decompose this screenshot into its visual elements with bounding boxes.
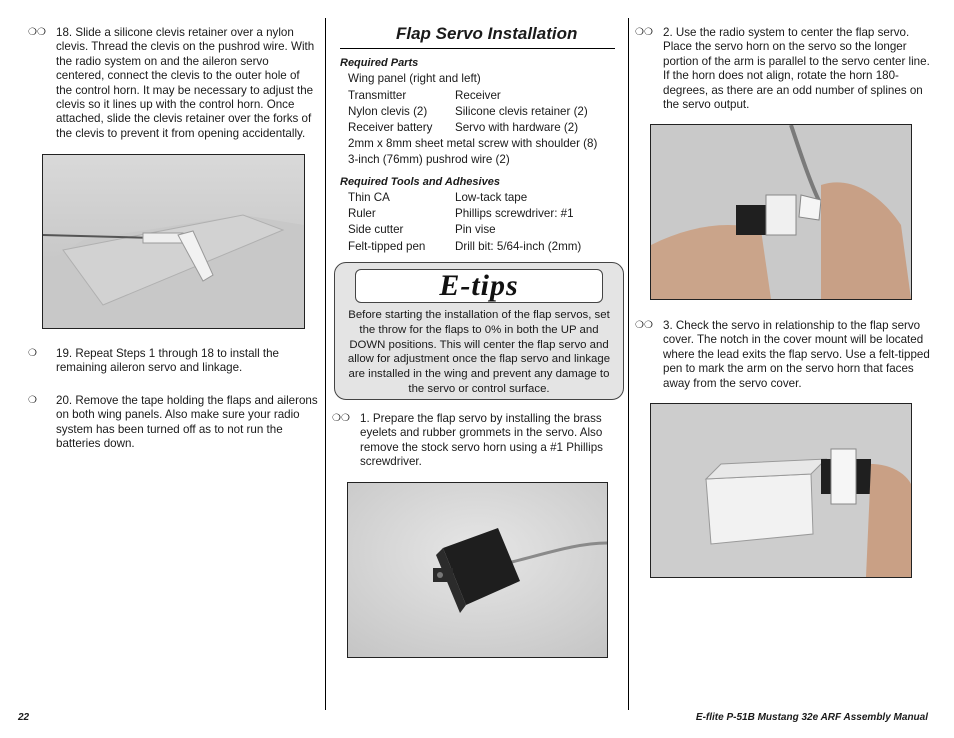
step-20-text: 20. Remove the tape holding the flaps and ailerons on both wing panels. Also make sure your radio system has been turned off as to not run the batteries down.: [56, 394, 318, 451]
photo-servo-horn-centering: [650, 124, 912, 300]
checkbox-icon: ❍: [28, 348, 37, 359]
step-1-text: 1. Prepare the flap servo by installing the brass eyelets and rubber grommets in the servo. Also remove the stock servo horn using a #1 Phillips screwdriver.: [360, 412, 603, 469]
part-item: Wing panel (right and left): [348, 72, 481, 85]
column-divider-right: [628, 18, 629, 710]
step-2-text: 2. Use the radio system to center the flap servo. Place the servo horn on the servo so the longer portion of the arm is parallel to the servo center line. If the horn does not align, rotate the horn 180-degrees, as there are an odd number of splines on the servo output.: [663, 26, 930, 112]
tool-item: Ruler: [348, 207, 376, 220]
required-tools-heading: Required Tools and Adhesives: [340, 176, 500, 188]
tool-item: Felt-tipped pen: [348, 240, 426, 253]
title-underline: [340, 48, 615, 49]
checkbox-icon: ❍: [28, 395, 37, 406]
etips-box: [334, 262, 624, 400]
tool-item: Low-tack tape: [455, 191, 528, 204]
checkbox-icon: ❍❍: [332, 413, 350, 424]
part-item: Receiver battery: [348, 121, 433, 134]
part-item: Receiver: [455, 89, 501, 102]
tool-item: Phillips screwdriver: #1: [455, 207, 574, 220]
photo-clevis-control-horn: [42, 154, 305, 329]
checkbox-icon: ❍❍: [28, 27, 46, 38]
photo-servo-cover: [650, 403, 912, 578]
part-item: Silicone clevis retainer (2): [455, 105, 588, 118]
section-title: Flap Servo Installation: [396, 24, 578, 43]
page-number: 22: [18, 712, 30, 723]
checkbox-icon: ❍❍: [635, 320, 653, 331]
part-item: Nylon clevis (2): [348, 105, 428, 118]
manual-title: E-flite P-51B Mustang 32e ARF Assembly Manual: [695, 712, 928, 723]
step-3-text: 3. Check the servo in relationship to the flap servo cover. The notch in the cover mount will be located where the lead exits the flap servo. Use a felt-tipped pen to mark the arm on the servo horn that faces away from the servo cover.: [663, 319, 930, 390]
tool-item: Pin vise: [455, 223, 496, 236]
etips-text: Before starting the installation of the flap servos, set the throw for the flaps to 0% in both the UP and DOWN positions. This will center the flap servo and allow for adjustment once the flap servo and linkage are installed in the wing and prevent any damage to the servo or control surface.: [347, 309, 611, 395]
step-18-text: 18. Slide a silicone clevis retainer over a nylon clevis. Thread the clevis on the pushrod wire. With the radio system on and the aileron servo centered, connect the clevis to the outer hole of the control horn. It may be necessary to adjust the clevis so it lines up with the control horn. Once attached, slide the clevis retainer over the forks of the clevis to prevent it from opening accidentally.: [56, 26, 315, 140]
column-divider-left: [325, 18, 326, 710]
required-parts-heading: Required Parts: [340, 57, 419, 69]
part-item: 2mm x 8mm sheet metal screw with shoulder (8): [348, 137, 598, 150]
part-item: 3-inch (76mm) pushrod wire (2): [348, 153, 510, 166]
tool-item: Side cutter: [348, 223, 404, 236]
photo-flap-servo: [347, 482, 608, 658]
part-item: Servo with hardware (2): [455, 121, 579, 134]
etips-logo-box: [355, 269, 603, 303]
tool-item: Drill bit: 5/64-inch (2mm): [455, 240, 582, 253]
tool-item: Thin CA: [348, 191, 390, 204]
etips-logo: E-tips: [439, 269, 519, 302]
step-19-text: 19. Repeat Steps 1 through 18 to install the remaining aileron servo and linkage.: [56, 347, 280, 375]
checkbox-icon: ❍❍: [635, 27, 653, 38]
part-item: Transmitter: [348, 89, 407, 102]
